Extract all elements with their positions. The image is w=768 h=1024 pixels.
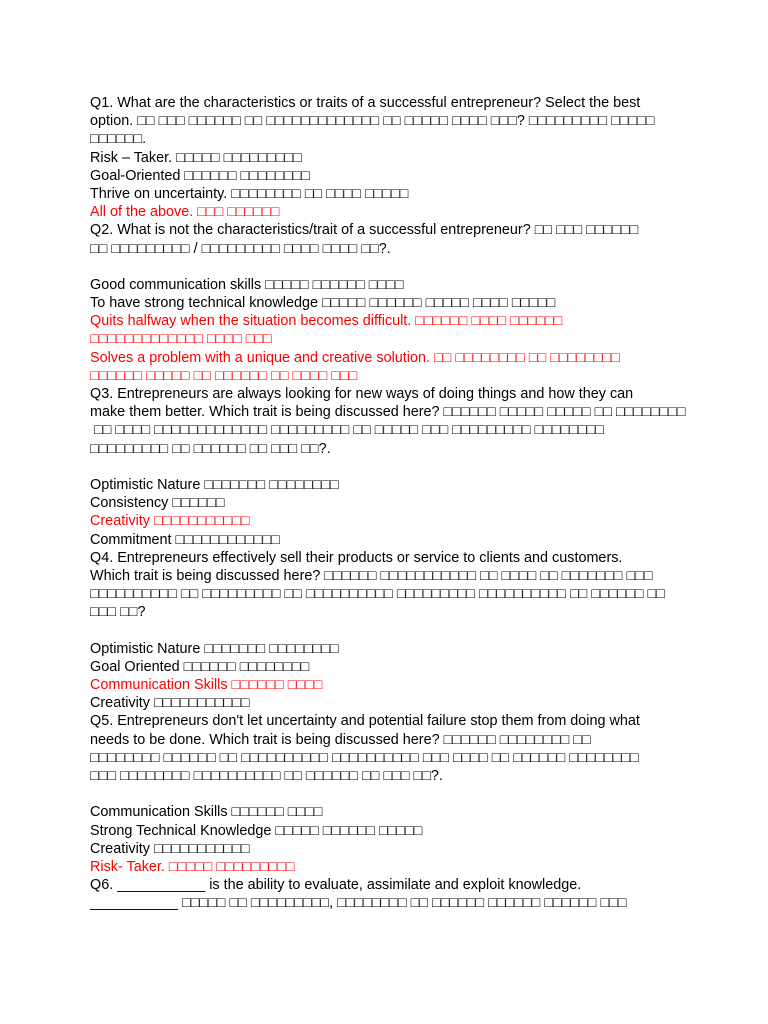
question-text-line: □□□ □□□□□□□□ □□□□□□□□□□ □□ □□□□□□ □□ □□□ □□?. bbox=[90, 767, 443, 784]
question-text-line: needs to be done. Which trait is being discussed here? □□□□□□ □□□□□□□□ □□ bbox=[90, 731, 591, 748]
correct-answer-option: Creativity □□□□□□□□□□□ bbox=[90, 513, 250, 530]
answer-option: To have strong technical knowledge □□□□□ □□□□□□ □□□□□ □□□□ □□□□□ bbox=[90, 295, 556, 312]
answer-option: Optimistic Nature □□□□□□□ □□□□□□□□ bbox=[90, 476, 339, 493]
answer-option: Risk – Taker. □□□□□ □□□□□□□□□ bbox=[90, 149, 302, 166]
blank-line bbox=[90, 621, 720, 639]
question-text-line: □□ □□□□ □□□□□□□□□□□□□ □□□□□□□□□ □□ □□□□□ □□□ □□□□□□□□□ □□□□□□□□ bbox=[90, 422, 605, 439]
correct-answer-option: All of the above. □□□ □□□□□□ bbox=[90, 204, 280, 221]
correct-answer-option: □□□□□□□□□□□□□ □□□□ □□□ bbox=[90, 331, 272, 348]
correct-answer-option: Risk- Taker. □□□□□ □□□□□□□□□ bbox=[90, 858, 295, 875]
question-text-line: Q5. Entrepreneurs don't let uncertainty and potential failure stop them from doing what bbox=[90, 713, 640, 730]
answer-option: Strong Technical Knowledge □□□□□ □□□□□□ □□□□□ bbox=[90, 822, 423, 839]
correct-answer-option: Solves a problem with a unique and creative solution. □□ □□□□□□□□ □□ □□□□□□□□ bbox=[90, 349, 620, 366]
blank-line bbox=[90, 258, 720, 276]
answer-option: Good communication skills □□□□□ □□□□□□ □□□□ bbox=[90, 276, 404, 293]
answer-option: Optimistic Nature □□□□□□□ □□□□□□□□ bbox=[90, 640, 339, 657]
answer-option: Goal Oriented □□□□□□ □□□□□□□□ bbox=[90, 658, 310, 675]
correct-answer-option: Communication Skills □□□□□□ □□□□ bbox=[90, 677, 323, 693]
document-body bbox=[90, 94, 720, 912]
correct-answer-option: □□□□□□ □□□□□ □□ □□□□□□ □□ □□□□ □□□ bbox=[90, 367, 358, 384]
answer-option: Goal-Oriented □□□□□□ □□□□□□□□ bbox=[90, 167, 311, 184]
answer-option: Communication Skills □□□□□□ □□□□ bbox=[90, 804, 323, 821]
question-text-line: make them better. Which trait is being discussed here? □□□□□□ □□□□□ □□□□□ □□ □□□□□□□□ bbox=[90, 404, 686, 421]
blank-line bbox=[90, 785, 720, 803]
answer-option: Commitment □□□□□□□□□□□□ bbox=[90, 531, 280, 548]
question-text-line: □□□□□□□□□□ □□ □□□□□□□□□ □□ □□□□□□□□□□ □□□□□□□□□ □□□□□□□□□□ □□ □□□□□□ □□ bbox=[90, 586, 665, 603]
question-4 bbox=[90, 549, 720, 713]
question-6 bbox=[90, 876, 720, 912]
question-text-line: Q3. Entrepreneurs are always looking for new ways of doing things and how they can bbox=[90, 386, 634, 402]
question-text-line: □□□□□□□□□ □□ □□□□□□ □□ □□□ □□?. bbox=[90, 440, 331, 457]
question-text-line: □□□□□□. bbox=[90, 131, 147, 148]
question-text-line: ___________ □□□□□ □□ □□□□□□□□□, □□□□□□□□ □□ □□□□□□ □□□□□□ □□□□□□ □□□ bbox=[90, 895, 627, 912]
question-2 bbox=[90, 221, 720, 385]
question-1 bbox=[90, 94, 720, 221]
question-text-line: Q4. Entrepreneurs effectively sell their products or service to clients and customers. bbox=[90, 549, 623, 566]
question-text-line: □□ □□□□□□□□□ / □□□□□□□□□ □□□□ □□□□ □□?. bbox=[90, 240, 391, 257]
question-text-line: Which trait is being discussed here? □□□□□□ □□□□□□□□□□□ □□ □□□□ □□ □□□□□□□ □□□ bbox=[90, 567, 653, 584]
question-5 bbox=[90, 712, 720, 876]
question-text-line: Q6. ___________ is the ability to evaluate, assimilate and exploit knowledge. bbox=[90, 877, 582, 894]
question-text-line: Q2. What is not the characteristics/trait of a successful entrepreneur? □□ □□□ □□□□□□ bbox=[90, 222, 639, 239]
answer-option: Creativity □□□□□□□□□□□ bbox=[90, 695, 250, 712]
question-text-line: Q1. What are the characteristics or traits of a successful entrepreneur? Select the best bbox=[90, 95, 641, 111]
question-text-line: □□□ □□? bbox=[90, 604, 146, 621]
question-text-line: option. □□ □□□ □□□□□□ □□ □□□□□□□□□□□□□ □□ □□□□□ □□□□ □□□? □□□□□□□□□ □□□□□ bbox=[90, 113, 655, 130]
question-3 bbox=[90, 385, 720, 549]
correct-answer-option: Quits halfway when the situation becomes difficult. □□□□□□ □□□□ □□□□□□ bbox=[90, 313, 563, 330]
answer-option: Creativity □□□□□□□□□□□ bbox=[90, 840, 250, 857]
blank-line bbox=[90, 458, 720, 476]
answer-option: Thrive on uncertainty. □□□□□□□□ □□ □□□□ □□□□□ bbox=[90, 185, 409, 202]
answer-option: Consistency □□□□□□ bbox=[90, 495, 225, 512]
question-text-line: □□□□□□□□ □□□□□□ □□ □□□□□□□□□□ □□□□□□□□□□ □□□ □□□□ □□ □□□□□□ □□□□□□□□ bbox=[90, 749, 639, 766]
